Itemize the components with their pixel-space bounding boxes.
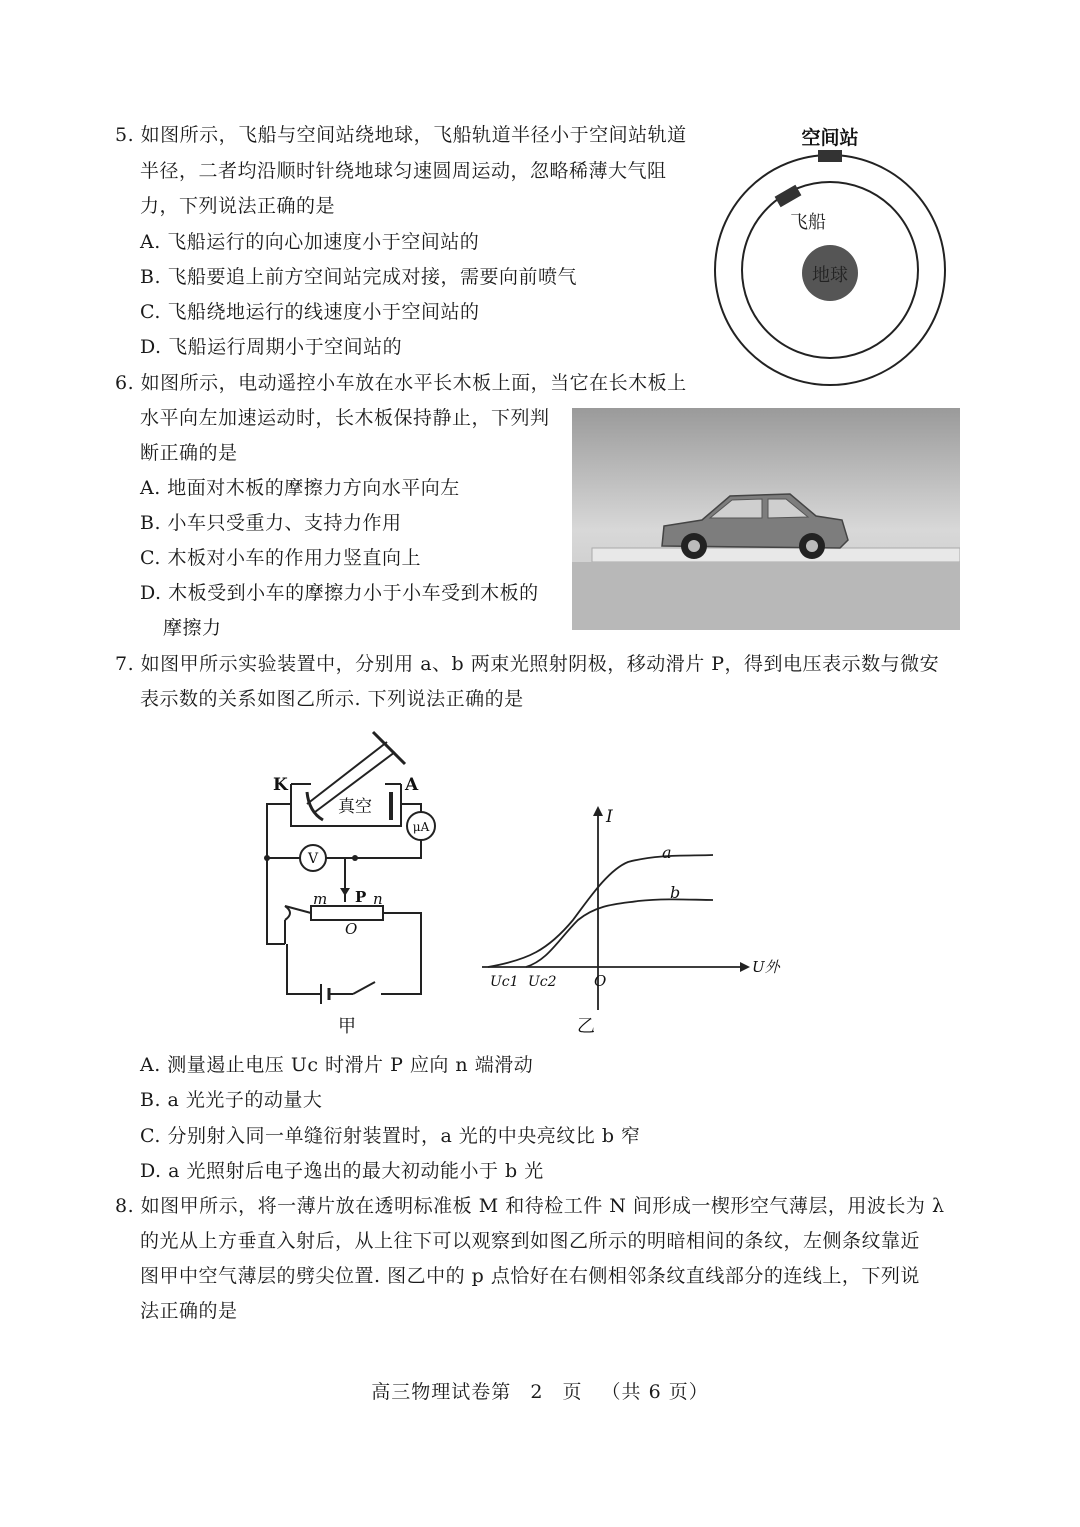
footer-title: 高三物理试卷第 [371, 1381, 512, 1403]
label-uc2: Uc2 [528, 974, 557, 990]
q7-option-c: C. 分别射入同一单缝衍射装置时，a 光的中央亮纹比 b 窄 [140, 1125, 641, 1147]
caption-yi: 乙 [577, 1016, 595, 1037]
q5-stem-line2: 半径，二者均沿顺时针绕地球匀速圆周运动，忽略稀薄大气阻 [140, 160, 667, 182]
q8-stem-line4: 法正确的是 [140, 1300, 238, 1322]
footer-total-pages: （共 6 页） [601, 1381, 709, 1403]
label-m: m [313, 890, 328, 908]
q5-option-d: D. 飞船运行周期小于空间站的 [140, 336, 403, 358]
footer-page-unit: 页 [562, 1381, 583, 1403]
q7-stem-line2: 表示数的关系如图乙所示. 下列说法正确的是 [140, 688, 524, 710]
label-a: A [405, 775, 419, 795]
label-curve-a: a [662, 843, 672, 862]
caption-jia: 甲 [338, 1016, 356, 1037]
curve-b [526, 899, 713, 967]
q6-stem-line3: 断正确的是 [140, 442, 238, 464]
q5-option-a: A. 飞船运行的向心加速度小于空间站的 [140, 231, 480, 253]
q6-option-a: A. 地面对木板的摩擦力方向水平向左 [140, 477, 460, 499]
light-beam-1 [307, 742, 387, 804]
earth-label: 地球 [812, 265, 848, 286]
page-footer [0, 1377, 1080, 1404]
q7-option-a: A. 测量遏止电压 Uc 时滑片 P 应向 n 端滑动 [140, 1054, 534, 1076]
label-p: P [355, 888, 367, 906]
q6-stem-line1: 6. 如图所示，电动遥控小车放在水平长木板上面，当它在长木板上 [115, 372, 687, 394]
label-i: I [606, 807, 613, 827]
q8-stem-line3: 图甲中空气薄层的劈尖位置. 图乙中的 p 点恰好在右侧相邻条纹直线部分的连线上，下列说 [140, 1265, 920, 1287]
label-voltmeter: V [307, 851, 319, 867]
label-k: K [273, 775, 288, 795]
q7-option-b: B. a 光光子的动量大 [140, 1089, 323, 1111]
label-n: n [373, 890, 383, 908]
curve-a [488, 855, 713, 967]
q5-stem-line3: 力，下列说法正确的是 [140, 195, 336, 217]
rheostat [311, 906, 383, 920]
ship-label: 飞船 [790, 212, 826, 233]
label-uc1: Uc1 [490, 974, 519, 990]
q5-option-b: B. 飞船要追上前方空间站完成对接，需要向前喷气 [140, 266, 578, 288]
q7-option-d: D. a 光照射后电子逸出的最大初动能小于 b 光 [140, 1160, 544, 1182]
label-o: O [345, 920, 358, 938]
circuit-figure-jia [255, 720, 445, 1040]
iu-graph-yi [478, 800, 788, 1040]
label-vacuum: 真空 [338, 797, 372, 817]
label-microammeter: μA [412, 820, 430, 834]
label-origin: O [594, 972, 607, 990]
station-label: 空间站 [801, 127, 859, 149]
q7-stem-line1: 7. 如图甲所示实验装置中，分别用 a、b 两束光照射阴极，移动滑片 P，得到电压表示数与微安 [115, 653, 940, 675]
q8-stem-line2: 的光从上方垂直入射后，从上往下可以观察到如图乙所示的明暗相间的条纹，左侧条纹靠近 [140, 1230, 921, 1252]
orbit-figure [700, 118, 960, 388]
q6-stem-line2: 水平向左加速运动时，长木板保持静止，下列判 [140, 407, 550, 429]
long-board [592, 548, 960, 562]
q6-option-d-line1: D. 木板受到小车的摩擦力小于小车受到木板的 [140, 582, 539, 604]
q5-stem-line1: 5. 如图所示，飞船与空间站绕地球，飞船轨道半径小于空间站轨道 [115, 124, 687, 146]
footer-page-number: 2 [530, 1381, 544, 1403]
station-icon [818, 150, 842, 162]
cathode-k [307, 792, 323, 820]
q6-option-c: C. 木板对小车的作用力竖直向上 [140, 547, 421, 569]
q8-stem-line1: 8. 如图甲所示，将一薄片放在透明标准板 M 和待检工件 N 间形成一楔形空气薄层，用波长为 λ [115, 1195, 945, 1217]
q5-option-c: C. 飞船绕地运行的线速度小于空间站的 [140, 301, 480, 323]
label-curve-b: b [670, 883, 681, 902]
label-u: U外 [752, 958, 780, 976]
q6-option-d-line2: 摩擦力 [163, 617, 222, 639]
car-photo [572, 408, 960, 630]
q6-option-b: B. 小车只受重力、支持力作用 [140, 512, 402, 534]
